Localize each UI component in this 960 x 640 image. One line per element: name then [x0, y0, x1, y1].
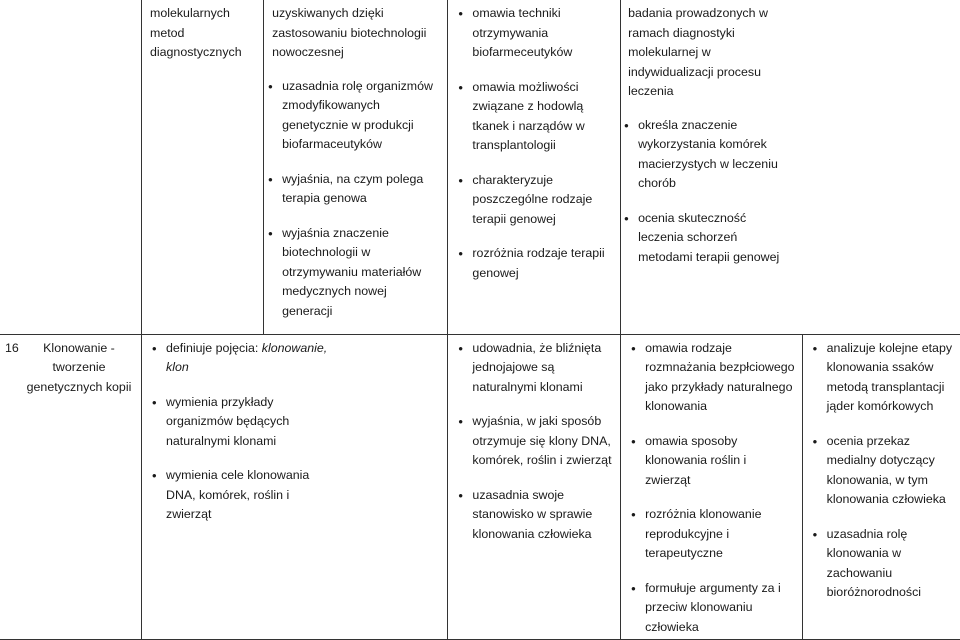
basic-list — [156, 339, 336, 525]
table-row-16 — [0, 334, 960, 640]
cell-number-empty — [0, 0, 142, 334]
list-item: • rozróżnia rodzaje terapii genowej — [462, 244, 613, 283]
list-item — [156, 339, 336, 378]
cell-basic-requirements — [142, 334, 448, 640]
list-item: • ocenia przekaz medialny dotyczący klonowania, w tym klonowania człowieka — [817, 432, 953, 510]
list-item: • udowadnia, że bliźnięta jednojajowe są naturalnymi klonami — [462, 339, 613, 398]
supplementary-intro-text: badania prowadzonych w ramach diagnostyki molekularnej w indywidualizacji procesu leczenia — [628, 6, 768, 98]
list-item: • omawia sposoby klonowania roślin i zwierząt — [635, 432, 795, 491]
basic-list — [272, 77, 440, 322]
supplementary-list — [628, 116, 783, 268]
cell-supplementary-requirements — [621, 334, 803, 640]
list-item: • rozróżnia klonowanie reprodukcyjne i terapeutyczne — [635, 505, 795, 564]
list-item: • wyjaśnia znaczenie biotechnologii w otrzymywaniu materiałów medycznych nowej generacji — [272, 224, 440, 322]
list-item: • uzasadnia swoje stanowisko w sprawie klonowania człowieka — [462, 486, 613, 545]
list-item: • ocenia skuteczność leczenia schorzeń metodami terapii genowej — [628, 209, 783, 268]
definition-terms: klonowanie, klon — [166, 340, 328, 374]
cell-advanced-requirements — [802, 334, 960, 640]
list-item: • charakteryzuje poszczególne rodzaje terapii genowej — [462, 171, 613, 230]
basic-intro-text: uzyskiwanych dzięki zastosowaniu biotechnologii nowoczesnej — [272, 6, 427, 59]
cell-topic — [142, 0, 264, 334]
cell-lesson — [0, 334, 142, 640]
topic-text: molekularnych metod diagnostycznych — [150, 6, 242, 59]
list-item: • omawia techniki otrzymywania biofarmeceutyków — [462, 4, 613, 63]
cell-extended-requirements — [448, 334, 621, 640]
list-item: • uzasadnia rolę klonowania w zachowaniu bioróżnorodności — [817, 525, 953, 603]
cell-basic-requirements — [264, 0, 448, 334]
list-item: • uzasadnia rolę organizmów zmodyfikowanych genetycznie w produkcji biofarmaceutyków — [272, 77, 440, 155]
cell-extended-requirements — [448, 0, 621, 334]
list-item: • omawia rodzaje rozmnażania bezpłciowego jako przykłady naturalnego klonowania — [635, 339, 795, 417]
list-item: • określa znaczenie wykorzystania komórek macierzystych w leczeniu chorób — [628, 116, 783, 194]
list-item: • wyjaśnia, w jaki sposób otrzymuje się klony DNA, komórek, roślin i zwierząt — [462, 412, 613, 471]
lesson-number: 16 — [5, 340, 19, 355]
list-item: • wyjaśnia, na czym polega terapia genowa — [272, 170, 440, 209]
advanced-list — [817, 339, 953, 603]
list-item: • wymienia przykłady organizmów będących naturalnymi klonami — [156, 393, 336, 452]
extended-list — [462, 339, 613, 545]
list-item: • analizuje kolejne etapy klonowania ssaków metodą transplantacji jąder komórkowych — [817, 339, 953, 417]
supplementary-list — [635, 339, 795, 638]
lesson-topic: Klonowanie - tworzenie genetycznych kopii — [26, 340, 132, 394]
extended-list — [462, 4, 613, 283]
cell-supplementary-requirements — [621, 0, 960, 334]
list-item: • wymienia cele klonowania DNA, komórek, roślin i zwierząt — [156, 466, 336, 525]
list-item: • omawia możliwości związane z hodowlą tkanek i narządów w transplantologii — [462, 78, 613, 156]
list-item: • formułuje argumenty za i przeciw klonowaniu człowieka — [635, 579, 795, 638]
definition-prefix: definiuje pojęcia: — [166, 340, 262, 355]
